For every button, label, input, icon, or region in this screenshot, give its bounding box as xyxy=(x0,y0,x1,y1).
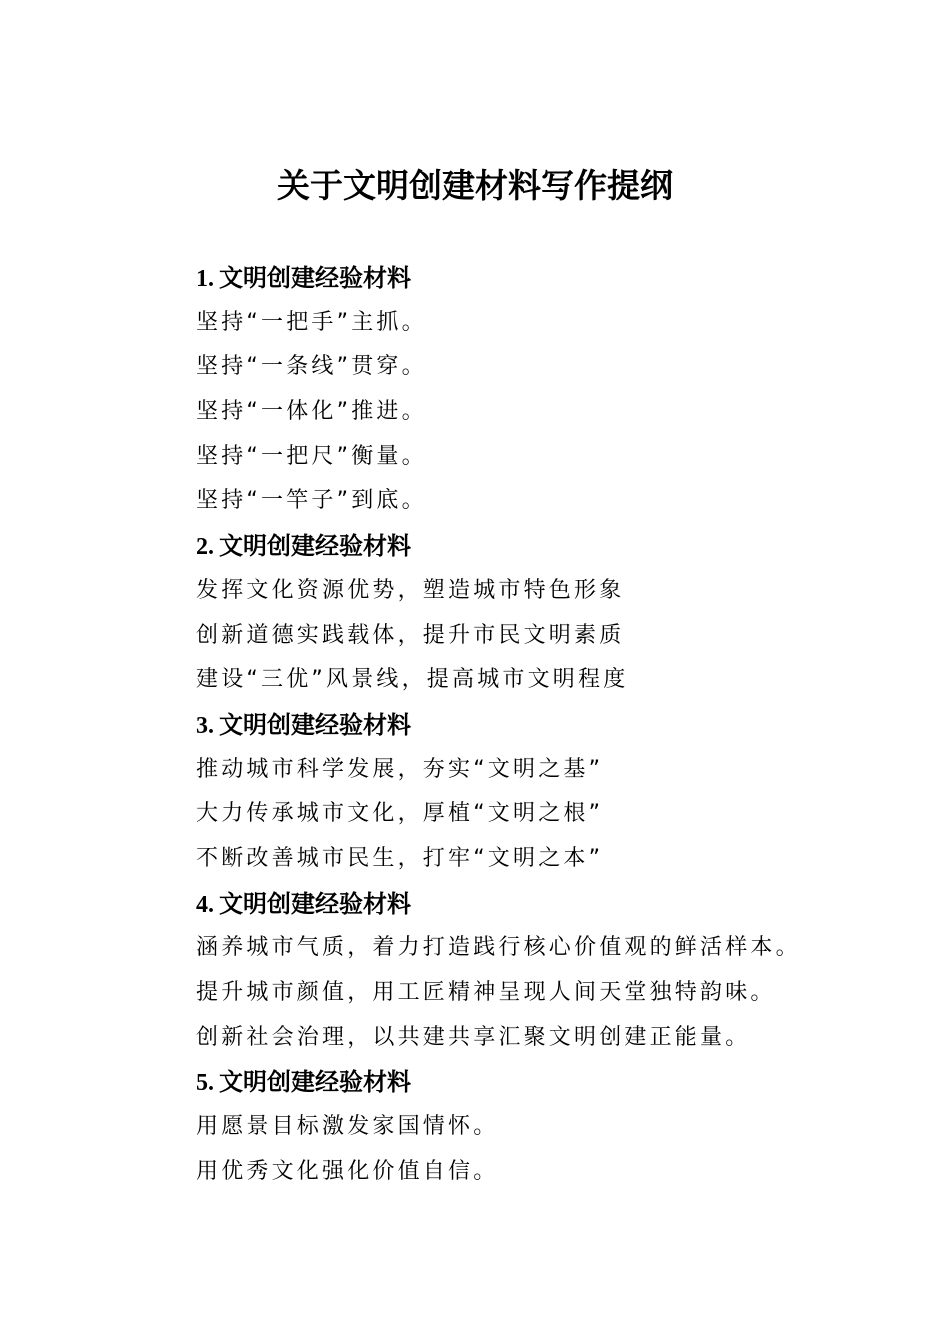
outline-item: 坚持“一体化”推进。 xyxy=(196,399,427,425)
section-title: 文明创建经验材料 xyxy=(219,888,411,918)
outline-item: 提升城市颜值，用工匠精神呈现人间天堂独特韵味。 xyxy=(196,980,776,1005)
section-title: 文明创建经验材料 xyxy=(219,1067,411,1097)
section-title: 文明创建经验材料 xyxy=(219,531,411,561)
section-number: 2. xyxy=(196,534,214,561)
outline-section-5 xyxy=(196,1060,876,1194)
section-heading xyxy=(196,703,876,748)
outline-item: 创新社会治理，以共建共享汇聚文明创建正能量。 xyxy=(196,1024,751,1050)
section-heading xyxy=(196,524,876,569)
outline-item: 大力传承城市文化，厚植“文明之根” xyxy=(196,801,604,827)
outline-item: 坚持“一把手”主抓。 xyxy=(196,309,427,335)
section-number: 4. xyxy=(196,891,214,918)
outline-section-2 xyxy=(196,524,876,703)
section-number: 3. xyxy=(196,712,214,739)
outline-item: 建设“三优”风景线，提高城市文明程度 xyxy=(196,667,629,693)
outline-item: 坚持“一条线”贯穿。 xyxy=(196,354,427,380)
outline-item: 坚持“一竿子”到底。 xyxy=(196,488,427,514)
outline-item: 坚持“一把尺”衡量。 xyxy=(196,443,427,469)
section-title: 文明创建经验材料 xyxy=(219,709,411,739)
section-heading xyxy=(196,882,876,927)
page-title: 关于文明创建材料写作提纲 xyxy=(277,166,673,205)
outline-item: 用愿景目标激发家国情怀。 xyxy=(196,1114,499,1140)
outline-section-1 xyxy=(196,256,876,524)
outline-item: 不断改善城市民生，打牢“文明之本” xyxy=(196,845,604,871)
outline-item: 用优秀文化强化价值自信。 xyxy=(196,1158,499,1184)
outline-section-4 xyxy=(196,882,876,1061)
section-number: 1. xyxy=(196,266,214,292)
section-heading xyxy=(196,1060,876,1105)
section-number: 5. xyxy=(196,1070,214,1097)
outline-body xyxy=(196,256,876,1194)
outline-item: 涵养城市气质，着力打造践行核心价值观的鲜活样本。 xyxy=(196,935,801,961)
outline-item: 推动城市科学发展，夯实“文明之基” xyxy=(196,756,604,782)
outline-item: 创新道德实践载体，提升市民文明素质 xyxy=(196,622,625,648)
section-title: 文明创建经验材料 xyxy=(219,263,411,292)
outline-section-3 xyxy=(196,703,876,882)
outline-item: 发挥文化资源优势，塑造城市特色形象 xyxy=(196,577,625,603)
section-heading xyxy=(196,256,876,301)
